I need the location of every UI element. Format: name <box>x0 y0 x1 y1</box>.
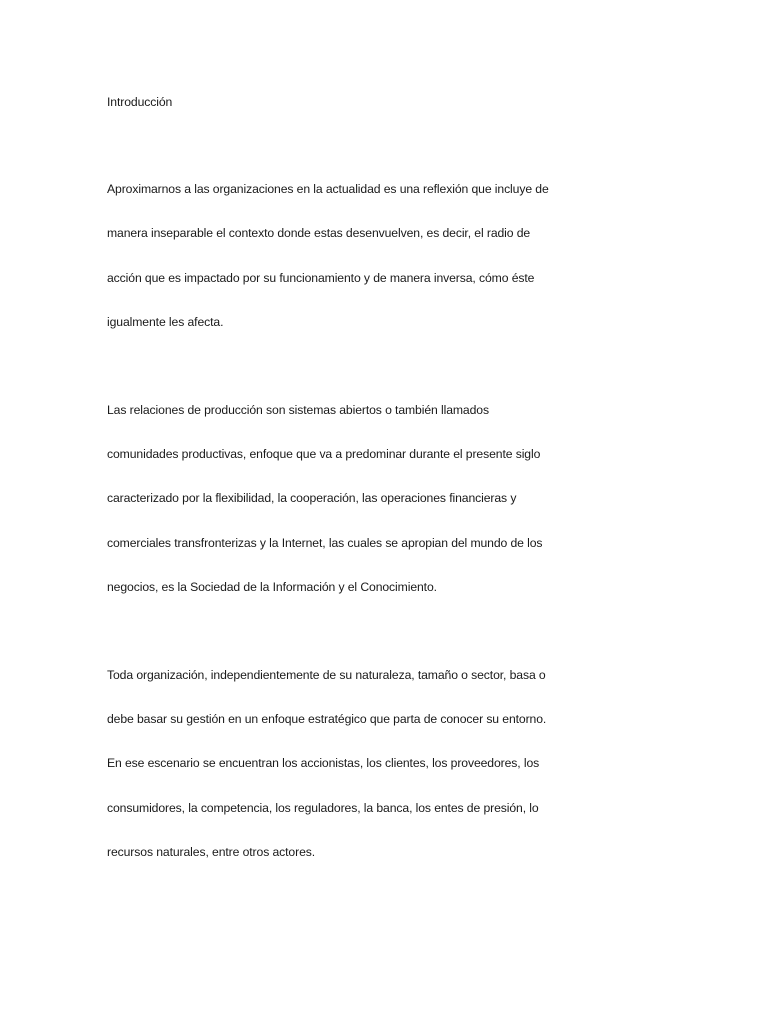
paragraph-line: Aproximarnos a las organizaciones en la actualidad es una reflexión que incluye de <box>107 182 549 196</box>
paragraph-line: negocios, es la Sociedad de la Información y el Conocimiento. <box>107 580 437 594</box>
paragraph-line: recursos naturales, entre otros actores. <box>107 845 316 859</box>
paragraph-line: debe basar su gestión en un enfoque estratégico que parta de conocer su entorno. <box>107 712 547 726</box>
paragraph-line: consumidores, la competencia, los reguladores, la banca, los entes de presión, lo <box>107 801 539 815</box>
paragraph-line: manera inseparable el contexto donde estas desenvuelven, es decir, el radio de <box>107 226 531 240</box>
paragraph-line: comunidades productivas, enfoque que va a predominar durante el presente siglo <box>107 447 541 461</box>
paragraph-line: caracterizado por la flexibilidad, la cooperación, las operaciones financieras y <box>107 491 517 505</box>
paragraph-line: acción que es impactado por su funcionamiento y de manera inversa, cómo éste <box>107 271 535 285</box>
paragraph-line: En ese escenario se encuentran los accionistas, los clientes, los proveedores, los <box>107 756 540 770</box>
paragraph-line: Las relaciones de producción son sistemas abiertos o también llamados <box>107 403 489 417</box>
paragraph-line: igualmente les afecta. <box>107 315 224 329</box>
heading: Introducción <box>107 95 173 109</box>
paragraph-line: comerciales transfronterizas y la Internet, las cuales se apropian del mundo de los <box>107 536 543 550</box>
paragraph-line: Toda organización, independientemente de su naturaleza, tamaño o sector, basa o <box>107 668 546 682</box>
